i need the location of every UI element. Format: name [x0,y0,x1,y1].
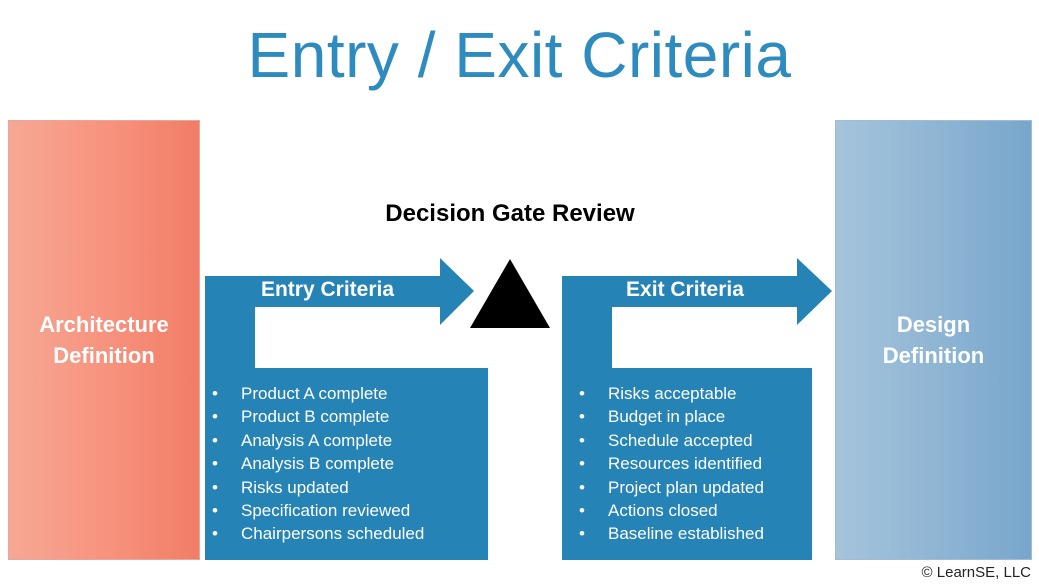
exit-criteria-list [575,382,764,546]
entry-criteria-item: • Chairpersons scheduled [208,522,424,545]
exit-criteria-item: • Resources identified [575,452,764,475]
exit-criteria-item: • Project plan updated [575,476,764,499]
decision-gate-review-label: Decision Gate Review [385,200,635,227]
entry-criteria-item: • Analysis B complete [208,452,424,475]
entry-criteria-item: • Product A complete [208,382,424,405]
exit-criteria-item: • Budget in place [575,405,764,428]
entry-criteria-item: • Analysis A complete [208,429,424,452]
entry-criteria-item: • Specification reviewed [208,499,424,522]
exit-criteria-item: • Schedule accepted [575,429,764,452]
entry-criteria-item: • Product B complete [208,405,424,428]
entry-criteria-list [208,382,424,546]
exit-criteria-item: • Actions closed [575,499,764,522]
architecture-definition-line-2: Definition [53,343,155,368]
architecture-definition-line-1: Architecture [39,312,169,337]
decision-gate-triangle-icon [470,259,550,328]
exit-criteria-item: • Risks acceptable [575,382,764,405]
exit-criteria-item: • Baseline established [575,522,764,545]
slide-title: Entry / Exit Criteria [247,19,792,91]
design-definition-line-2: Definition [882,343,985,368]
design-definition-line-1: Design [896,312,971,337]
exit-criteria-label: Exit Criteria [626,278,744,301]
entry-criteria-label: Entry Criteria [260,278,395,301]
entry-criteria-item: • Risks updated [208,476,424,499]
copyright-notice: © LearnSE, LLC [921,564,1031,581]
